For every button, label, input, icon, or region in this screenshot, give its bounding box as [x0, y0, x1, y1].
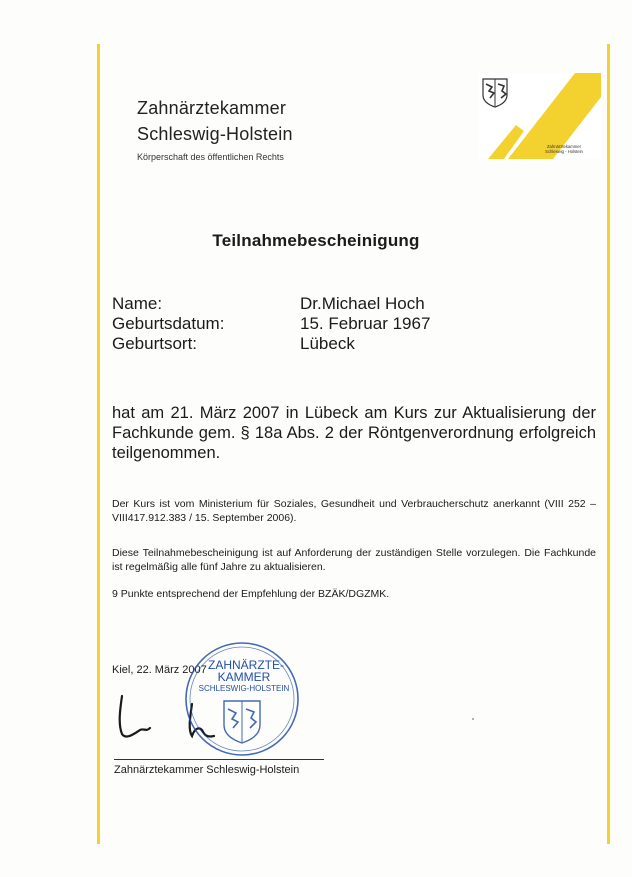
recognition-note: Der Kurs ist vom Ministerium für Soziales, Gesundheit und Verbraucherschutz anerkannt (VIII 252 – VIII417.912.383 / 15. September 2006).: [112, 498, 596, 524]
stamp-text-line3: SCHLESWIG-HOLSTEIN: [198, 684, 290, 693]
birthplace-value: Lübeck: [300, 334, 355, 353]
birthplace-row: [112, 334, 430, 354]
birthplace-label: Geburtsort:: [112, 334, 198, 353]
scan-speck: [472, 718, 474, 720]
org-name-line2: Schleswig-Holstein: [137, 124, 293, 144]
document-title: Teilnahmebescheinigung: [212, 231, 420, 250]
birthdate-value: 15. Februar 1967: [300, 314, 431, 333]
points-note: 9 Punkte entsprechend der Empfehlung der BZÄK/DGZMK.: [112, 588, 390, 600]
participant-info: [112, 294, 430, 354]
signature-line: [114, 759, 324, 760]
place-date: Kiel, 22. März 2007: [112, 664, 207, 676]
logo-text-line2: Schleswig - Holstein: [545, 149, 583, 154]
organization-header: [137, 95, 293, 162]
stamp-text-line2: KAMMER: [217, 670, 271, 684]
stamp-text-line1: ZAHNÄRZTE-: [208, 658, 284, 672]
organization-logo: [478, 73, 601, 159]
birthdate-row: [112, 314, 430, 334]
org-name-line1: Zahnärztekammer: [137, 98, 287, 118]
participation-statement: hat am 21. März 2007 in Lübeck am Kurs zur Aktualisierung der Fachkunde gem. § 18a Abs. 2 der Röntgenverordnung erfolgreich teilgenommen.: [112, 404, 596, 462]
org-subtitle: Körperschaft des öffentlichen Rechts: [137, 152, 284, 162]
name-value: Dr.Michael Hoch: [300, 294, 425, 313]
name-label: Name:: [112, 294, 163, 313]
right-yellow-border: [607, 44, 610, 844]
stamp-coat-of-arms-icon: [224, 701, 260, 743]
birthdate-label: Geburtsdatum:: [112, 314, 225, 333]
official-stamp: [180, 637, 305, 762]
name-row: [112, 294, 430, 314]
instruction-note: Diese Teilnahmebescheinigung ist auf Anforderung der zuständigen Stelle vorzulegen. Die Fachkunde ist regelmäßig alle fünf Jahre zu aktualisieren.: [112, 547, 596, 573]
coat-of-arms-icon: [483, 79, 507, 107]
logo-text-line1: Zahnärztekammer: [547, 144, 581, 149]
signatory-label: Zahnärztekammer Schleswig-Holstein: [114, 764, 300, 776]
left-yellow-border: [97, 44, 100, 844]
